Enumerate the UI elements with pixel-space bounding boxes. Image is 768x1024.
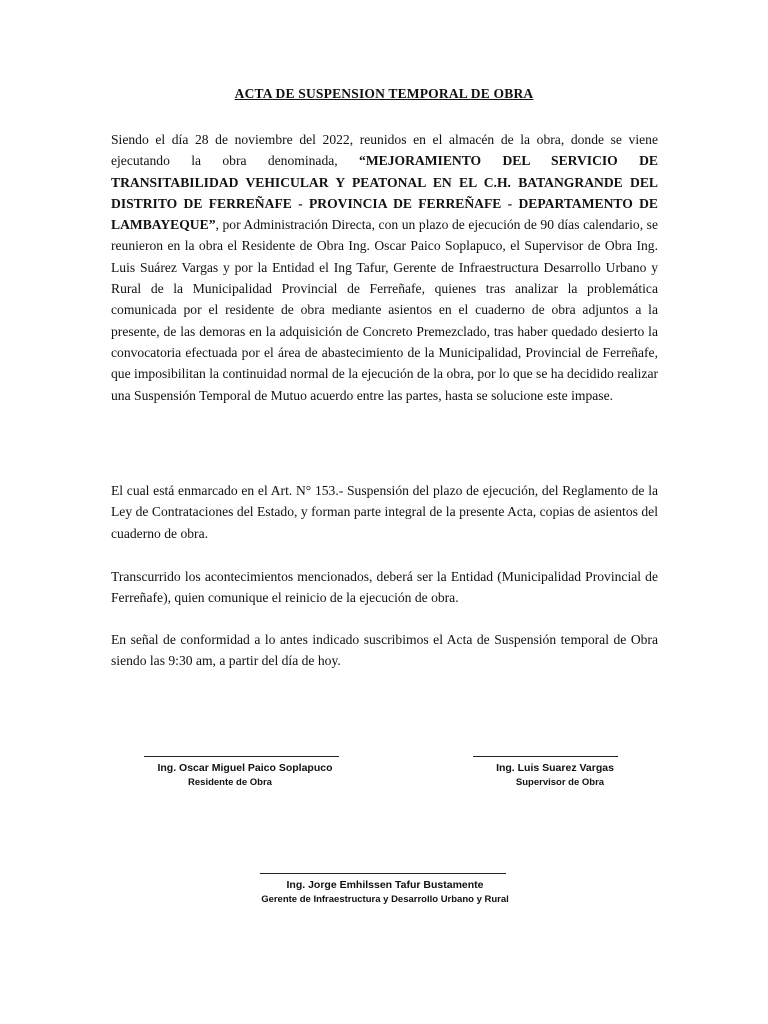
signature-line — [260, 873, 506, 874]
signatory-role: Gerente de Infraestructura y Desarrollo Urbano y Rural — [261, 894, 509, 905]
signature-line — [473, 756, 618, 757]
signatory-name: Ing. Luis Suarez Vargas — [496, 762, 614, 774]
signature-resident — [130, 756, 360, 789]
signatory-name: Ing. Oscar Miguel Paico Soplapuco — [157, 762, 333, 774]
signatory-role: Supervisor de Obra — [515, 777, 605, 788]
document-title: ACTA DE SUSPENSION TEMPORAL DE OBRA — [234, 86, 534, 101]
paragraph-legal-basis: El cual está enmarcado en el Art. N° 153.- Suspensión del plazo de ejecución, del Reglamento de la Ley de Contrataciones del Estado, y forman parte integral de la presente Acta, copias de asientos del cuaderno de obra. — [111, 483, 658, 541]
signature-line — [144, 756, 339, 757]
signatory-role: Residente de Obra — [188, 777, 272, 788]
signature-manager — [240, 873, 530, 906]
paragraph-rest: , por Administración Directa, con un plazo de ejecución de 90 días calendario, se reunieron en la obra el Residente de Obra Ing. Oscar Paico Soplapuco, el Supervisor de Obra Ing. Luis Suárez Vargas y por la Entidad el Ing Tafur, Gerente de Infraestructura Desarrollo Urbano y Rural de la Municipalidad Provincial de Ferreñafe, quienes tras analizar la problemática comunicada por el residente de obra mediante asientos en el cuaderno de obra adjuntos a la presente, de las demoras en la adquisición de Concreto Premezclado, tras haber quedado desierto la convocatoria efectuada por el área de abastecimiento de la Municipalidad, Provincial de Ferreñafe, que imposibilitan la continuidad normal de la ejecución de la obra, por lo que se ha decidido realizar una Suspensión Temporal de Mutuo acuerdo entre las partes, hasta se solucione este impase. — [111, 217, 658, 403]
paragraph-conformity: En señal de conformidad a lo antes indicado suscribimos el Acta de Suspensión temporal de Obra siendo las 9:30 am, a partir del día de hoy. — [111, 632, 658, 669]
paragraph-meeting-details — [111, 129, 658, 406]
signatory-name: Ing. Jorge Emhilssen Tafur Bustamente — [286, 879, 484, 891]
paragraph-intro: Siendo el día 28 de noviembre del 2022, reunidos en el almacén de la obra, donde se viene ejecutando la obra denominada, — [111, 132, 658, 169]
signature-supervisor — [462, 756, 648, 789]
project-name: “MEJORAMIENTO DEL SERVICIO DE TRANSITABILIDAD VEHICULAR Y PEATONAL EN EL C.H. BATANGRANDE DEL DISTRITO DE FERREÑAFE - PROVINCIA DE FERREÑAFE - DEPARTAMENTO DE LAMBAYEQUE” — [111, 153, 658, 233]
paragraph-restart: Transcurrido los acontecimientos mencionados, deberá ser la Entidad (Municipalidad Provincial de Ferreñafe), quien comunique el reinicio de la ejecución de obra. — [111, 569, 658, 606]
